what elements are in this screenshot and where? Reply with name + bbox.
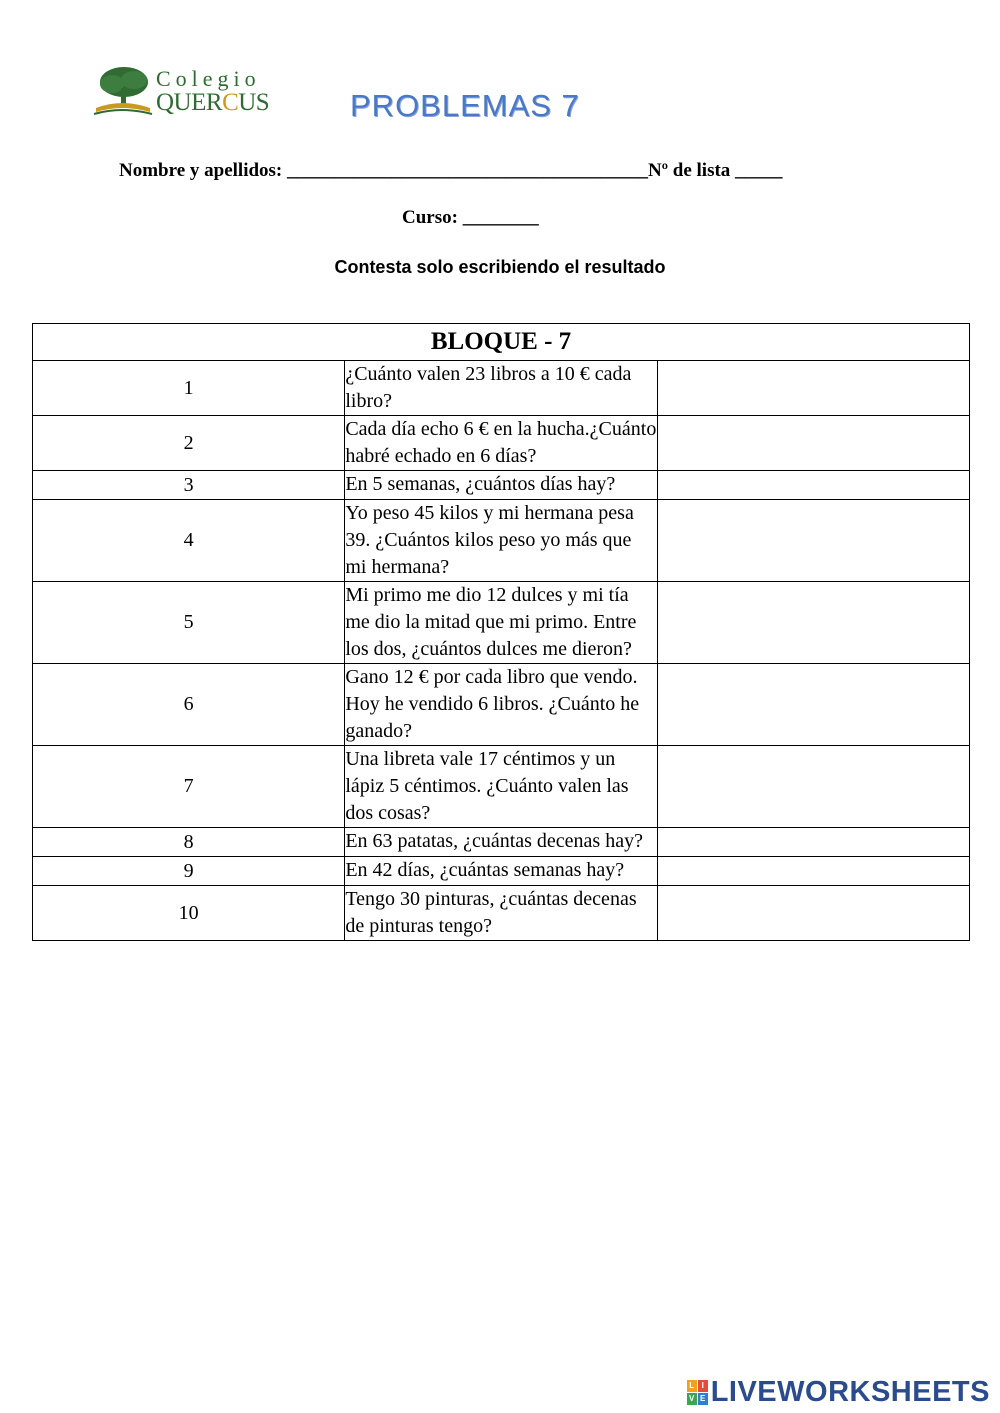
answer-cell[interactable] [657, 886, 969, 941]
brand-name: LIVEWORKSHEETS [710, 1376, 990, 1408]
problem-text: Yo peso 45 kilos y mi hermana pesa 39. ¿Cuántos kilos peso yo más que mi hermana? [345, 500, 657, 582]
answer-cell[interactable] [657, 500, 969, 582]
table-header: BLOQUE - 7 [33, 324, 970, 361]
table-row [33, 664, 970, 746]
problem-text: ¿Cuánto valen 23 libros a 10 € cada libro? [345, 361, 657, 416]
answer-cell[interactable] [657, 857, 969, 886]
table-row [33, 416, 970, 471]
problem-number: 6 [33, 664, 345, 746]
table-row [33, 828, 970, 857]
course-field[interactable]: Curso: ________ [402, 207, 539, 228]
school-logo [92, 62, 292, 124]
problem-text: En 42 días, ¿cuántas semanas hay? [345, 857, 657, 886]
answer-cell[interactable] [657, 582, 969, 664]
table-row [33, 746, 970, 828]
name-and-list-field[interactable]: Nombre y apellidos: ______________________________________Nº de lista _____ [119, 160, 783, 181]
table-row [33, 361, 970, 416]
problem-text: Una libreta vale 17 céntimos y un lápiz 5 céntimos. ¿Cuánto valen las dos cosas? [345, 746, 657, 828]
oak-tree-icon [92, 62, 154, 118]
answer-cell[interactable] [657, 361, 969, 416]
problem-number: 5 [33, 582, 345, 664]
logo-word-colegio: Colegio [156, 66, 261, 91]
instruction-text: Contesta solo escribiendo el resultado [334, 257, 666, 277]
answer-cell[interactable] [657, 828, 969, 857]
answer-cell[interactable] [657, 471, 969, 500]
table-row [33, 471, 970, 500]
problem-text: Tengo 30 pinturas, ¿cuántas decenas de pinturas tengo? [345, 886, 657, 941]
liveworksheets-logo-icon: L I V E [687, 1380, 708, 1405]
problem-text: Gano 12 € por cada libro que vendo. Hoy he vendido 6 libros. ¿Cuánto he ganado? [345, 664, 657, 746]
problem-number: 4 [33, 500, 345, 582]
problem-number: 3 [33, 471, 345, 500]
problem-number: 2 [33, 416, 345, 471]
answer-cell[interactable] [657, 664, 969, 746]
answer-cell[interactable] [657, 416, 969, 471]
problem-number: 9 [33, 857, 345, 886]
table-row [33, 857, 970, 886]
table-row [33, 582, 970, 664]
answer-cell[interactable] [657, 746, 969, 828]
problem-text: Cada día echo 6 € en la hucha.¿Cuánto habré echado en 6 días? [345, 416, 657, 471]
problem-text: En 63 patatas, ¿cuántas decenas hay? [345, 828, 657, 857]
table-row [33, 886, 970, 941]
page-title: PROBLEMAS 7 [350, 88, 580, 123]
logo-word-quercus: QUERCUS [156, 89, 270, 116]
problem-text: En 5 semanas, ¿cuántos días hay? [345, 471, 657, 500]
problem-number: 10 [33, 886, 345, 941]
problem-text: Mi primo me dio 12 dulces y mi tía me dio la mitad que mi primo. Entre los dos, ¿cuántos dulces me dieron? [345, 582, 657, 664]
problem-number: 1 [33, 361, 345, 416]
problems-table [32, 323, 970, 941]
problem-number: 8 [33, 828, 345, 857]
liveworksheets-brand [687, 1376, 990, 1409]
problem-number: 7 [33, 746, 345, 828]
table-row [33, 500, 970, 582]
